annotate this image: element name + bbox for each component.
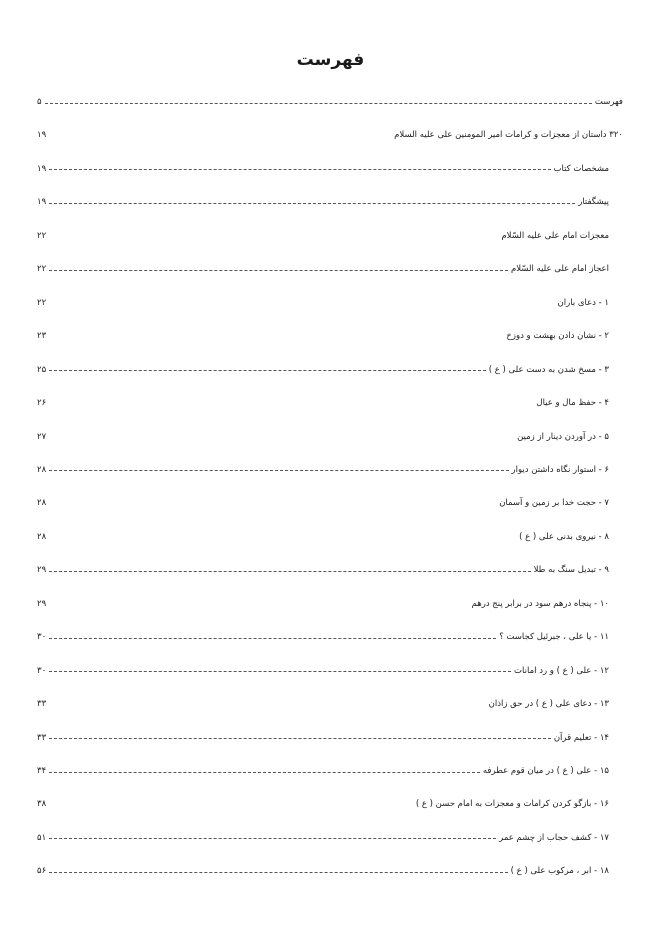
page-title: فهرست: [296, 50, 365, 70]
toc-entry-title[interactable]: فهرست: [594, 97, 623, 107]
toc-page-number[interactable]: ۳۳: [37, 699, 47, 710]
toc-entry[interactable]: [37, 763, 609, 779]
toc-entry[interactable]: [37, 429, 609, 445]
dotted-leader: [49, 838, 496, 839]
dotted-leader: [49, 203, 575, 204]
toc-entry-title[interactable]: ۶ - استوار نگاه داشتن دیوار: [511, 464, 609, 475]
toc-page-number[interactable]: ۲۹: [37, 565, 47, 576]
toc-entry-title[interactable]: ۱۴ - تعلیم قرآن: [553, 732, 609, 743]
toc-page-number[interactable]: ۳۳: [37, 732, 47, 743]
toc-page-number[interactable]: ۲۶: [37, 398, 47, 409]
toc-entry-title[interactable]: ۴ - حفظ مال و عیال: [536, 398, 609, 409]
toc-entry-title[interactable]: معجزات امام علی علیه السّلام: [501, 230, 609, 241]
toc-entry-title[interactable]: ۱۶ - بازگو کردن کرامات و معجزات به امام حسن ( ع ): [415, 799, 609, 810]
toc-entry[interactable]: [37, 261, 609, 277]
toc-entry[interactable]: [37, 161, 609, 177]
toc-page-number[interactable]: ۱۹: [37, 130, 47, 141]
toc-entry[interactable]: [37, 194, 609, 210]
toc-page-number[interactable]: ۲۲: [37, 264, 47, 275]
toc-entry-title[interactable]: ۷ - حجت خدا بر زمین و آسمان: [499, 498, 609, 509]
toc-entry-title[interactable]: ۱ - دعای باران: [557, 297, 609, 308]
toc-entry-title[interactable]: ۹ - تبدیل سنگ به طلا: [533, 565, 609, 576]
dotted-leader: [49, 772, 480, 773]
toc-entry[interactable]: [37, 462, 609, 478]
toc-page-number[interactable]: ۵: [37, 97, 42, 107]
dotted-leader: [49, 872, 508, 873]
toc-page-number[interactable]: ۲۸: [37, 464, 47, 475]
toc-entry-title[interactable]: ۱۷ - کشف حجاب از چشم عمر: [499, 832, 609, 843]
toc-entry[interactable]: [37, 663, 609, 679]
toc-page-number[interactable]: ۱۹: [37, 197, 47, 208]
toc-page-number[interactable]: ۳۰: [37, 665, 47, 676]
toc-entry[interactable]: [37, 495, 609, 511]
dotted-leader: [49, 738, 551, 739]
toc-entry-title[interactable]: ۱۲ - علی ( ع ) و رد امانات: [514, 665, 609, 676]
toc-entry[interactable]: [37, 94, 623, 110]
toc-page-number[interactable]: ۲۷: [37, 431, 47, 442]
toc-page-number[interactable]: ۲۸: [37, 531, 47, 542]
toc-entry-title[interactable]: ۳۲۰ داستان از معجزات و کرامات امیر المومنین علی علیه السلام: [394, 130, 623, 141]
toc-page-number[interactable]: ۵۱: [37, 832, 47, 843]
dotted-leader: [49, 638, 496, 639]
toc-page-number[interactable]: ۲۵: [37, 364, 47, 375]
toc-page-number[interactable]: ۲۲: [37, 230, 47, 241]
dotted-leader: [49, 470, 508, 471]
toc-page-number[interactable]: ۵۶: [37, 866, 47, 877]
dotted-leader: [49, 169, 550, 170]
toc-entry[interactable]: [37, 730, 609, 746]
toc-entry-title[interactable]: ۱۱ - یا علی ، جبرئیل کجاست ؟: [499, 632, 609, 643]
dotted-leader: [45, 103, 592, 104]
toc-entry-title[interactable]: ۵ - در آوردن دینار از زمین: [517, 431, 609, 442]
dotted-leader: [49, 671, 511, 672]
toc-entry[interactable]: [37, 228, 609, 244]
toc-entry[interactable]: [37, 295, 609, 311]
toc-entry-title[interactable]: ۱۸ - ابر ، مرکوب علی ( ع ): [510, 866, 609, 877]
toc-entry[interactable]: [37, 696, 609, 712]
toc-entry-title[interactable]: اعجاز امام علی علیه السّلام: [510, 264, 609, 275]
toc-page-number[interactable]: ۳۸: [37, 799, 47, 810]
toc-entry[interactable]: [37, 830, 609, 846]
dotted-leader: [49, 370, 486, 371]
toc-page-number[interactable]: ۳۴: [37, 766, 47, 776]
toc-entry-title[interactable]: ۱۳ - دعای علی ( ع ) در حق زاذان: [488, 699, 609, 710]
toc-page-number[interactable]: ۲۹: [37, 598, 47, 609]
toc-entry[interactable]: [37, 362, 609, 378]
toc-entry[interactable]: [37, 395, 609, 411]
toc-entry[interactable]: [37, 629, 609, 645]
toc-entry-title[interactable]: ۱۰ - پنجاه درهم سود در برابر پنج درهم: [471, 598, 609, 609]
toc-page-number[interactable]: ۲۲: [37, 297, 47, 308]
toc-entry-title[interactable]: ۲ - نشان دادن بهشت و دوزخ: [506, 331, 609, 342]
toc-entry-title[interactable]: ۱۵ - علی ( ع ) در میان قوم عطرفه: [482, 766, 609, 776]
toc-page-number[interactable]: ۲۸: [37, 498, 47, 509]
toc-entry[interactable]: [37, 127, 623, 143]
dotted-leader: [49, 571, 530, 572]
toc-page-number[interactable]: ۲۳: [37, 331, 47, 342]
toc-entry-title[interactable]: ۸ - نیروی بدنی علی ( ع ): [519, 531, 609, 542]
dotted-leader: [49, 270, 508, 271]
toc-entry-title[interactable]: پیشگفتار: [578, 197, 609, 208]
toc-entry-title[interactable]: مشخصات کتاب: [553, 163, 609, 174]
toc-entry[interactable]: [37, 796, 609, 812]
toc-entry[interactable]: [37, 562, 609, 578]
toc-page-number[interactable]: ۳۰: [37, 632, 47, 643]
toc-entry[interactable]: [37, 596, 609, 612]
toc-entry[interactable]: [37, 863, 609, 879]
toc-entry-title[interactable]: ۳ - مسخ شدن به دست علی ( ع ): [488, 364, 609, 375]
toc-page-number[interactable]: ۱۹: [37, 163, 47, 174]
toc-entry[interactable]: [37, 529, 609, 545]
toc-entry[interactable]: [37, 328, 609, 344]
